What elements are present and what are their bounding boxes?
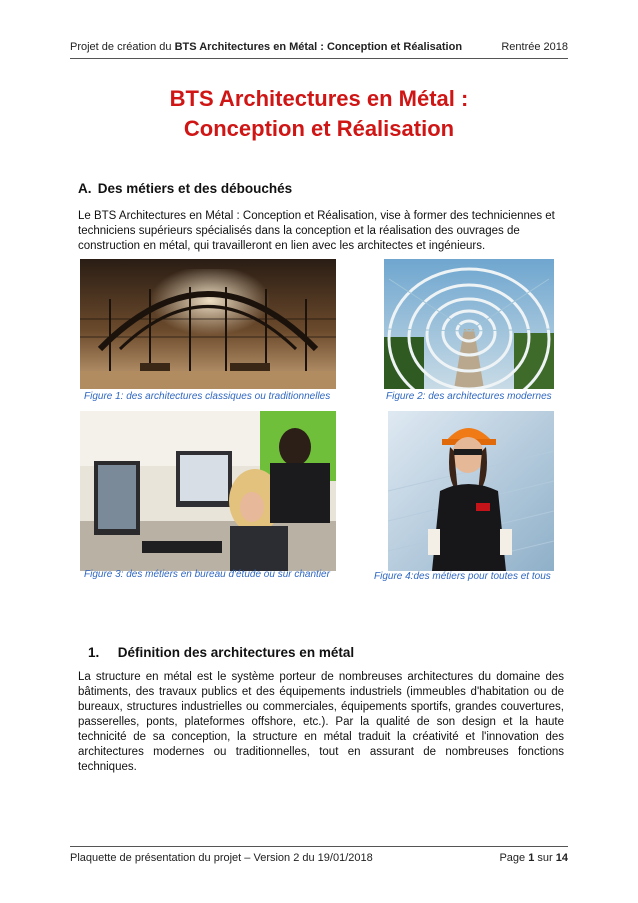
header-divider xyxy=(70,58,568,59)
figure-1-image xyxy=(80,259,336,389)
page-header xyxy=(70,40,568,54)
page-number: 1 xyxy=(528,852,535,864)
section-1-paragraph: La structure en métal est le système porteur de nombreuses architectures du domaine des bâtiments, des travaux publics et des équipements industriels (immeubles d'habitation ou de bureaux, structures industrielles ou commerciales, équipements sportifs, grandes couvertures, passerelles, ponts, plateformes offshore, etc.). Par la qualité de son design et la haute technicité de sa conception, la structure en métal traduit la créativité et l'innovation des architectures modernes ou traditionnelles, tout en assurant de nombreuses fonctions techniques. xyxy=(78,671,564,773)
header-left xyxy=(70,40,462,54)
figure-1-caption: Figure 1: des architectures classiques ou traditionnelles xyxy=(84,391,331,402)
title-line-1: BTS Architectures en Métal : xyxy=(169,86,469,111)
document-title xyxy=(70,84,568,144)
header-right: Rentrée 2018 xyxy=(501,41,568,53)
section-a-paragraph: Le BTS Architectures en Métal : Conception et Réalisation, vise à former des techniciennes et techniciens supérieurs spécialisés dans la conception et la réalisation des ouvrages de construction en métal, qui travailleront en lien avec les architectes et ingénieurs. xyxy=(78,210,555,252)
page-footer xyxy=(70,851,568,865)
figure-2-caption: Figure 2: des architectures modernes xyxy=(386,391,552,402)
page-total: 14 xyxy=(555,852,568,864)
figure-3-caption: Figure 3: des métiers en bureau d'étude ou sur chantier xyxy=(84,569,330,580)
section-1-number: 1. xyxy=(88,645,100,660)
header-prefix: Projet de création du xyxy=(70,41,175,53)
section-a-number: A. xyxy=(78,181,92,196)
footer-divider xyxy=(70,846,568,847)
section-1-heading xyxy=(88,645,354,660)
figure-2-image xyxy=(384,259,554,389)
header-program-name: BTS Architectures en Métal : Conception et Réalisation xyxy=(174,41,463,53)
section-1-title: Définition des architectures en métal xyxy=(117,645,355,660)
section-a-title: Des métiers et des débouchés xyxy=(97,181,293,196)
page-indicator xyxy=(499,851,568,865)
title-line-2: Conception et Réalisation xyxy=(183,116,455,141)
figure-4-image xyxy=(388,411,554,571)
figure-3-image xyxy=(80,411,336,571)
of-word: sur xyxy=(534,852,556,864)
page-word: Page xyxy=(499,852,529,864)
figure-4-caption: Figure 4:des métiers pour toutes et tous xyxy=(374,571,551,582)
footer-left: Plaquette de présentation du projet – Version 2 du 19/01/2018 xyxy=(70,852,373,864)
section-a-heading xyxy=(78,181,292,196)
